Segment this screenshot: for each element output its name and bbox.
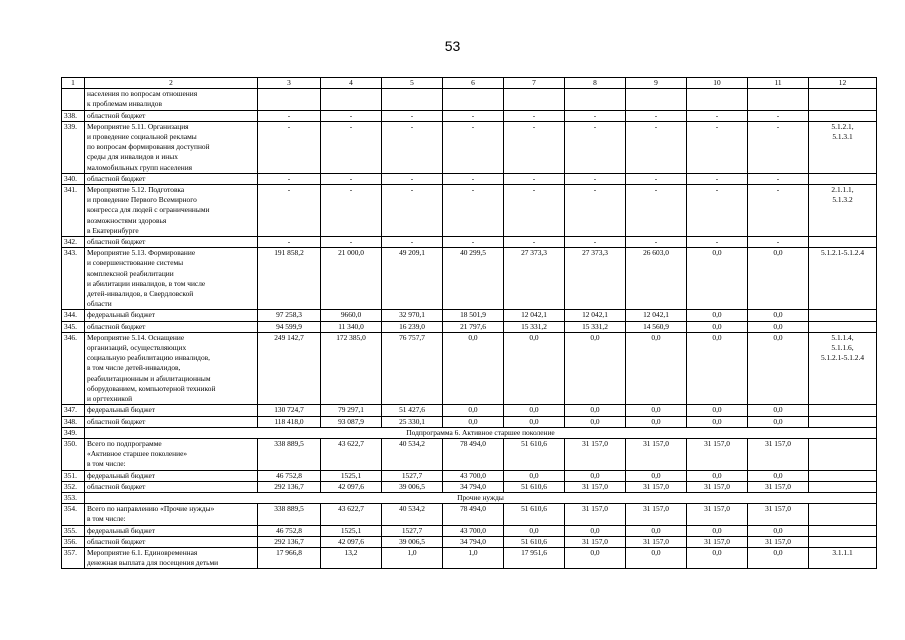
value-cell: - [748,121,809,173]
value-cell: - [748,237,809,248]
row-name: областной бюджет [85,237,258,248]
value-cell: 0,0 [748,321,809,332]
value-cell: 40 534,2 [382,504,443,525]
value-cell: - [565,237,626,248]
target-code: 5.1.1.4, 5.1.1.6, 5.1.2.1-5.1.2.4 [809,332,877,404]
row-number: 339. [62,121,85,173]
target-code: 2.1.1.1, 5.1.3.2 [809,185,877,237]
value-cell: 78 494,0 [443,438,504,470]
value-cell: - [626,121,687,173]
value-cell: - [443,110,504,121]
value-cell: 0,0 [504,332,565,404]
value-cell: 15 331,2 [504,321,565,332]
value-cell: 292 136,7 [258,536,321,547]
value-cell: 43 700,0 [443,525,504,536]
value-cell: 0,0 [565,525,626,536]
row-name: областной бюджет [85,416,258,427]
value-cell: - [382,185,443,237]
target-code [809,173,877,184]
row-number: 355. [62,525,85,536]
value-cell: - [382,173,443,184]
row-name: Мероприятие 5.11. Организация и проведение социальной рекламы по вопросам формирования доступной среды для инвалидов и иных маломобильных групп населения [85,121,258,173]
value-cell: 0,0 [504,525,565,536]
table-row [62,481,877,492]
value-cell: 31 157,0 [626,536,687,547]
table-row [62,237,877,248]
row-name: федеральный бюджет [85,470,258,481]
target-code [809,416,877,427]
value-cell: 31 157,0 [748,536,809,547]
table-row [62,525,877,536]
value-cell: - [504,121,565,173]
value-cell: 13,2 [321,547,382,568]
value-cell: 0,0 [748,470,809,481]
row-number: 343. [62,248,85,310]
value-cell: - [748,173,809,184]
row-name: областной бюджет [85,536,258,547]
value-cell: 43 700,0 [443,470,504,481]
row-name: Мероприятие 5.12. Подготовка и проведение Первого Всемирного конгресса для людей с ограниченными возможностями здоровья в Екатеринбурге [85,185,258,237]
value-cell: 0,0 [687,405,748,416]
value-cell: - [321,185,382,237]
budget-table [61,77,877,569]
row-number: 354. [62,504,85,525]
value-cell: - [504,237,565,248]
row-number: 356. [62,536,85,547]
value-cell: - [687,110,748,121]
value-cell: 172 385,0 [321,332,382,404]
value-cell: 0,0 [687,525,748,536]
row-name: Мероприятие 6.1. Единовременная денежная выплата для посещения детьми [85,547,258,568]
value-cell: 17 951,6 [504,547,565,568]
value-cell: - [382,110,443,121]
table-row [62,547,877,568]
table-row [62,185,877,237]
value-cell: 0,0 [748,525,809,536]
value-cell [687,89,748,110]
value-cell: 14 560,9 [626,321,687,332]
value-cell: 0,0 [565,332,626,404]
value-cell: - [258,173,321,184]
value-cell: - [748,110,809,121]
row-name: Всего по направлению «Прочие нужды» в том числе: [85,504,258,525]
table-row [62,173,877,184]
table-row [62,89,877,110]
table-row [62,321,877,332]
value-cell: - [748,185,809,237]
value-cell: 31 157,0 [626,438,687,470]
row-name: областной бюджет [85,321,258,332]
value-cell: - [687,121,748,173]
value-cell: 12 042,1 [626,310,687,321]
value-cell: 118 418,0 [258,416,321,427]
value-cell [258,89,321,110]
target-code: 3.1.1.1 [809,547,877,568]
value-cell [382,89,443,110]
value-cell: 9660,0 [321,310,382,321]
value-cell: 0,0 [504,416,565,427]
value-cell: 27 373,3 [565,248,626,310]
section-title: Прочие нужды [85,492,877,503]
target-code [809,237,877,248]
value-cell: 51 610,6 [504,438,565,470]
value-cell: 1527,7 [382,470,443,481]
row-number: 347. [62,405,85,416]
row-number: 348. [62,416,85,427]
value-cell: 31 157,0 [748,438,809,470]
value-cell: 12 042,1 [504,310,565,321]
value-cell: 11 340,0 [321,321,382,332]
row-number: 353. [62,492,85,503]
row-name: Всего по подпрограмме «Активное старшее поколение» в том числе: [85,438,258,470]
value-cell: - [258,110,321,121]
value-cell: 1,0 [382,547,443,568]
value-cell: - [687,173,748,184]
value-cell: 31 157,0 [565,536,626,547]
value-cell: 130 724,7 [258,405,321,416]
value-cell: 42 097,6 [321,536,382,547]
value-cell: - [443,173,504,184]
row-number: 349. [62,427,85,438]
value-cell: - [321,173,382,184]
value-cell [748,89,809,110]
target-code: 5.1.2.1, 5.1.3.1 [809,121,877,173]
value-cell: - [504,173,565,184]
table-row [62,438,877,470]
value-cell [321,89,382,110]
value-cell: 93 087,9 [321,416,382,427]
value-cell: 51 610,6 [504,481,565,492]
value-cell: 12 042,1 [565,310,626,321]
value-cell: 0,0 [626,332,687,404]
value-cell: 1525,1 [321,525,382,536]
table-row [62,310,877,321]
value-cell: 1525,1 [321,470,382,481]
column-header: 6 [443,78,504,89]
value-cell: 31 157,0 [748,481,809,492]
value-cell: 40 534,2 [382,438,443,470]
column-header: 4 [321,78,382,89]
column-header: 12 [809,78,877,89]
value-cell: - [565,110,626,121]
row-number: 351. [62,470,85,481]
value-cell [504,89,565,110]
value-cell: 292 136,7 [258,481,321,492]
value-cell: 16 239,0 [382,321,443,332]
value-cell: - [443,237,504,248]
row-number: 341. [62,185,85,237]
value-cell: 0,0 [626,470,687,481]
value-cell: 31 157,0 [565,481,626,492]
row-name: Мероприятие 5.14. Оснащение организаций, осуществляющих социальную реабилитацию инвалидов, в том числе детей-инвалидов, реабилитационным и абилитационным оборудованием, компьютерной техникой и оргтехникой [85,332,258,404]
target-code [809,405,877,416]
target-code [809,470,877,481]
value-cell: - [626,173,687,184]
value-cell: 25 330,1 [382,416,443,427]
value-cell: 76 757,7 [382,332,443,404]
value-cell: 15 331,2 [565,321,626,332]
value-cell: 0,0 [748,310,809,321]
value-cell: 0,0 [626,525,687,536]
section-title: Подпрограмма 6. Активное старшее поколение [85,427,877,438]
row-name: федеральный бюджет [85,405,258,416]
value-cell: 0,0 [443,405,504,416]
value-cell: 51 427,6 [382,405,443,416]
value-cell: 31 157,0 [687,504,748,525]
table-row [62,536,877,547]
value-cell: 0,0 [443,332,504,404]
value-cell: 42 097,6 [321,481,382,492]
value-cell: 40 299,5 [443,248,504,310]
value-cell: 0,0 [748,416,809,427]
value-cell: 26 603,0 [626,248,687,310]
column-header: 8 [565,78,626,89]
value-cell: 43 622,7 [321,504,382,525]
row-number: 344. [62,310,85,321]
value-cell: 46 752,8 [258,525,321,536]
value-cell: 32 970,1 [382,310,443,321]
value-cell: 0,0 [687,470,748,481]
value-cell: 78 494,0 [443,504,504,525]
value-cell: - [443,185,504,237]
value-cell: - [504,185,565,237]
value-cell: 79 297,1 [321,405,382,416]
value-cell: - [687,185,748,237]
value-cell: 0,0 [565,416,626,427]
row-number: 357. [62,547,85,568]
value-cell: 39 006,5 [382,536,443,547]
value-cell [626,89,687,110]
table-row [62,248,877,310]
value-cell [443,89,504,110]
value-cell: - [626,185,687,237]
value-cell: 31 157,0 [626,504,687,525]
column-header: 7 [504,78,565,89]
value-cell: 0,0 [504,470,565,481]
value-cell: - [382,237,443,248]
value-cell: 338 889,5 [258,438,321,470]
table-row [62,416,877,427]
target-code [809,536,877,547]
value-cell: - [321,121,382,173]
table-row [62,470,877,481]
row-name: Мероприятие 5.13. Формирование и совершенствование системы комплексной реабилитации и абилитации инвалидов, в том числе детей-инвалидов, в Свердловской области [85,248,258,310]
value-cell: 0,0 [565,470,626,481]
value-cell: 97 258,3 [258,310,321,321]
table-row [62,332,877,404]
value-cell: 49 209,1 [382,248,443,310]
row-number: 345. [62,321,85,332]
value-cell: 249 142,7 [258,332,321,404]
value-cell: - [565,173,626,184]
table-row [62,504,877,525]
value-cell: 0,0 [626,416,687,427]
value-cell: 31 157,0 [748,504,809,525]
page-number: 53 [444,38,461,54]
value-cell: 0,0 [504,405,565,416]
row-name: областной бюджет [85,481,258,492]
value-cell: 31 157,0 [687,438,748,470]
value-cell: 34 794,0 [443,536,504,547]
row-name: федеральный бюджет [85,310,258,321]
row-number [62,89,85,110]
value-cell: 191 858,2 [258,248,321,310]
value-cell: - [626,110,687,121]
value-cell: 31 157,0 [565,438,626,470]
target-code [809,110,877,121]
section-row [62,492,877,503]
value-cell: 51 610,6 [504,536,565,547]
value-cell: 0,0 [626,405,687,416]
value-cell: - [382,121,443,173]
value-cell: 31 157,0 [565,504,626,525]
target-code [809,438,877,470]
value-cell: - [687,237,748,248]
value-cell: 21 797,6 [443,321,504,332]
target-code [809,89,877,110]
value-cell: - [504,110,565,121]
value-cell: 31 157,0 [687,481,748,492]
value-cell: - [321,237,382,248]
value-cell: 51 610,6 [504,504,565,525]
column-header: 10 [687,78,748,89]
column-header: 5 [382,78,443,89]
section-row [62,427,877,438]
value-cell: 0,0 [687,547,748,568]
value-cell: - [565,121,626,173]
value-cell [565,89,626,110]
value-cell: 0,0 [748,248,809,310]
value-cell: 0,0 [748,405,809,416]
value-cell: 338 889,5 [258,504,321,525]
column-header: 3 [258,78,321,89]
value-cell: 18 501,9 [443,310,504,321]
table-row [62,121,877,173]
value-cell: 94 599,9 [258,321,321,332]
target-code [809,321,877,332]
row-name: федеральный бюджет [85,525,258,536]
value-cell: 34 794,0 [443,481,504,492]
table-row [62,110,877,121]
value-cell: 27 373,3 [504,248,565,310]
row-number: 350. [62,438,85,470]
value-cell: 43 622,7 [321,438,382,470]
target-code: 5.1.2.1-5.1.2.4 [809,248,877,310]
value-cell: - [258,121,321,173]
value-cell: - [626,237,687,248]
value-cell: 0,0 [748,332,809,404]
row-number: 352. [62,481,85,492]
row-number: 338. [62,110,85,121]
value-cell: 0,0 [687,248,748,310]
value-cell: - [321,110,382,121]
column-header: 11 [748,78,809,89]
value-cell: - [443,121,504,173]
value-cell: - [565,185,626,237]
column-header: 1 [62,78,85,89]
value-cell: 0,0 [626,547,687,568]
row-number: 342. [62,237,85,248]
row-number: 340. [62,173,85,184]
value-cell: 39 006,5 [382,481,443,492]
value-cell: - [258,185,321,237]
row-name: населения по вопросам отношения к проблемам инвалидов [85,89,258,110]
target-code [809,310,877,321]
target-code [809,504,877,525]
table-row [62,405,877,416]
value-cell: 0,0 [687,416,748,427]
value-cell: 17 966,8 [258,547,321,568]
column-header: 2 [85,78,258,89]
row-name: областной бюджет [85,173,258,184]
value-cell: 31 157,0 [687,536,748,547]
value-cell: 1,0 [443,547,504,568]
value-cell: 0,0 [687,321,748,332]
value-cell: - [258,237,321,248]
value-cell: 0,0 [565,405,626,416]
target-code [809,481,877,492]
value-cell: 21 000,0 [321,248,382,310]
value-cell: 1527,7 [382,525,443,536]
target-code [809,525,877,536]
value-cell: 46 752,8 [258,470,321,481]
value-cell: 0,0 [687,310,748,321]
row-number: 346. [62,332,85,404]
table-header-row [62,78,877,89]
value-cell: 0,0 [748,547,809,568]
column-header: 9 [626,78,687,89]
value-cell: 0,0 [565,547,626,568]
row-name: областной бюджет [85,110,258,121]
value-cell: 31 157,0 [626,481,687,492]
value-cell: 0,0 [687,332,748,404]
value-cell: 0,0 [443,416,504,427]
